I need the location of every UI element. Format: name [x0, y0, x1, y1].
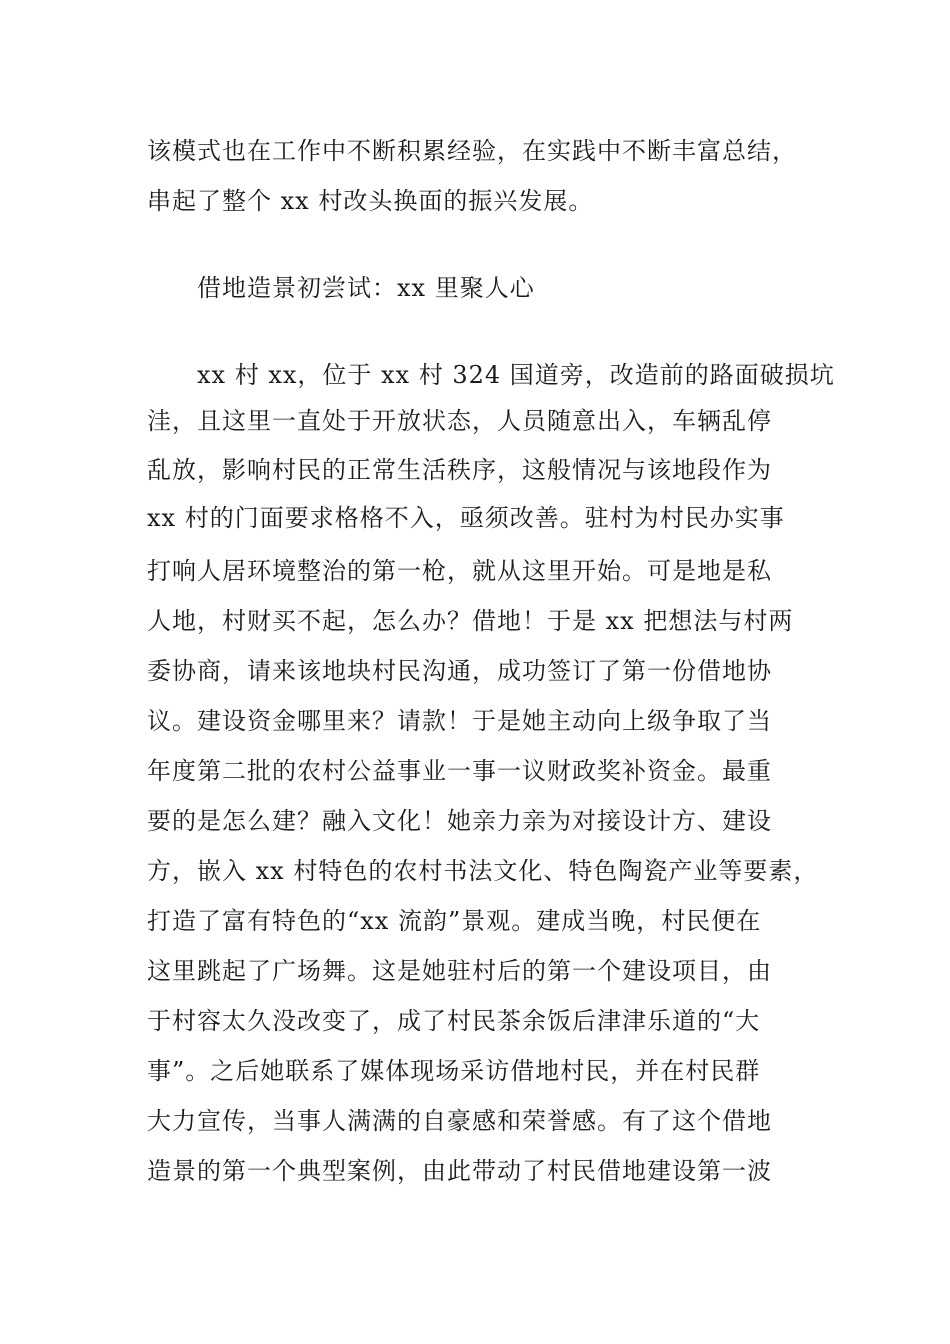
paragraph-2-line-1: xx 村 xx，位于 xx 村 324 国道旁，改造前的路面破损坑 [197, 361, 835, 389]
paragraph-2-line-7: 委协商，请来该地块村民沟通，成功签订了第一份借地协 [147, 657, 772, 685]
paragraph-1-line-1: 该模式也在工作中不断积累经验，在实践中不断丰富总结， [147, 137, 797, 165]
paragraph-2-line-16: 大力宣传，当事人满满的自豪感和荣誉感。有了这个借地 [147, 1107, 772, 1135]
paragraph-2-line-9: 年度第二批的农村公益事业一事一议财政奖补资金。最重 [147, 757, 772, 785]
paragraph-2-line-17: 造景的第一个典型案例，由此带动了村民借地建设第一波 [147, 1157, 772, 1185]
paragraph-2-line-4: xx 村的门面要求格格不入，亟须改善。驻村为村民办实事 [147, 504, 785, 532]
section-heading: 借地造景初尝试：xx 里聚人心 [197, 274, 535, 302]
paragraph-2-line-10: 要的是怎么建？融入文化！她亲力亲为对接设计方、建设 [147, 807, 772, 835]
paragraph-2-line-14: 于村容太久没改变了，成了村民茶余饭后津津乐道的“大 [147, 1007, 761, 1035]
paragraph-2-line-12: 打造了富有特色的“xx 流韵”景观。建成当晚，村民便在 [147, 907, 762, 935]
paragraph-2-line-6: 人地，村财买不起，怎么办？借地！于是 xx 把想法与村两 [147, 607, 794, 635]
paragraph-2-line-8: 议。建设资金哪里来？请款！于是她主动向上级争取了当 [147, 707, 772, 735]
paragraph-1-line-2: 串起了整个 xx 村改头换面的振兴发展。 [147, 187, 594, 215]
paragraph-2-line-5: 打响人居环境整治的第一枪，就从这里开始。可是地是私 [147, 557, 772, 585]
paragraph-2-line-3: 乱放，影响村民的正常生活秩序，这般情况与该地段作为 [147, 456, 772, 484]
paragraph-2-line-15: 事”。之后她联系了媒体现场采访借地村民，并在村民群 [147, 1057, 761, 1085]
paragraph-2-line-13: 这里跳起了广场舞。这是她驻村后的第一个建设项目，由 [147, 957, 772, 985]
paragraph-2-line-11: 方，嵌入 xx 村特色的农村书法文化、特色陶瓷产业等要素， [147, 857, 819, 885]
paragraph-2-line-2: 洼，且这里一直处于开放状态，人员随意出入，车辆乱停 [147, 407, 772, 435]
